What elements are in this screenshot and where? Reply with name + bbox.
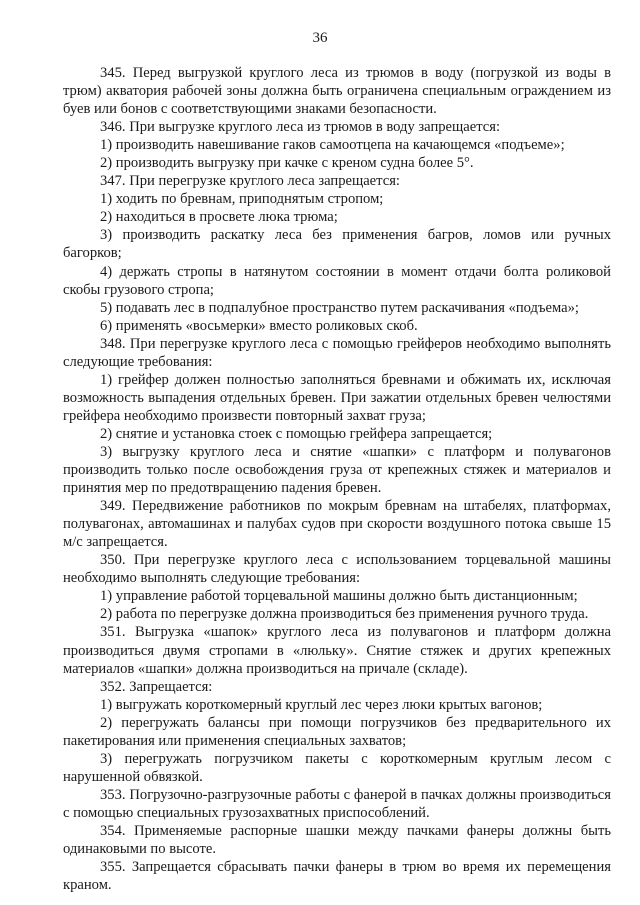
paragraph: 3) выгрузку круглого леса и снятие «шапки» с платформ и полувагонов производить только после освобождения груза от крепежных стяжек и материалов и принятия мер по предотвращению падения бревен. — [63, 443, 611, 497]
paragraph: 1) грейфер должен полностью заполняться бревнами и обжимать их, исключая возможность выпадения отдельных бревен. При зажатии отдельных бревен челюстями грейфера необходимо произвести повторный захват груза; — [63, 371, 611, 424]
paragraph: 6) применять «восьмерки» вместо роликовых скоб. — [100, 317, 418, 334]
paragraph: 4) держать стропы в натянутом состоянии в момент отдачи болта роликовой скобы грузового стропа; — [63, 263, 611, 298]
paragraph: 353. Погрузочно-разгрузочные работы с фанерой в пачках должны производиться с помощью специальных грузозахватных приспособлений. — [63, 786, 611, 821]
paragraph: 349. Передвижение работников по мокрым бревнам на штабелях, платформах, полувагонах, автомашинах и палубах судов при скорости воздушного потока свыше 15 м/с запрещается. — [63, 498, 611, 551]
paragraph: 348. При перегрузке круглого леса с помощью грейферов необходимо выполнять следующие требования: — [63, 335, 611, 370]
paragraph: 3) производить раскатку леса без применения багров, ломов или ручных багорков; — [63, 227, 611, 262]
paragraph: 355. Запрещается сбрасывать пачки фанеры в трюм во время их перемещения краном. — [63, 859, 611, 894]
paragraph: 2) работа по перегрузке должна производиться без применения ручного труда. — [100, 606, 589, 623]
paragraph: 3) перегружать погрузчиком пакеты с короткомерным круглым лесом с нарушенной обвязкой. — [63, 750, 611, 785]
paragraph: 346. При выгрузке круглого леса из трюмов в воду запрещается: — [100, 119, 501, 136]
paragraph: 5) подавать лес в подпалубное пространство путем раскачивания «подъема»; — [100, 299, 579, 316]
paragraph: 352. Запрещается: — [100, 678, 213, 695]
paragraph: 2) находиться в просвете люка трюма; — [100, 209, 338, 226]
paragraph: 2) снятие и установка стоек с помощью грейфера запрещается; — [100, 425, 493, 442]
paragraph: 345. Перед выгрузкой круглого леса из трюмов в воду (погрузкой из воды в трюм) акватория рабочей зоны должна быть ограничена специальным ограждением из буев или бонов с соответствующими знаками безопасности. — [63, 65, 611, 118]
paragraph: 347. При перегрузке круглого леса запрещается: — [100, 173, 400, 190]
paragraph: 1) выгружать короткомерный круглый лес через люки крытых вагонов; — [100, 696, 543, 713]
paragraph: 2) перегружать балансы при помощи погрузчиков без предварительного их пакетирования или применения специальных захватов; — [63, 714, 611, 749]
paragraph: 1) производить навешивание гаков самоотцепа на качающемся «подъеме»; — [100, 137, 565, 154]
paragraph: 354. Применяемые распорные шашки между пачками фанеры должны быть одинаковыми по высоте. — [63, 822, 611, 858]
page-number: 36 — [312, 30, 328, 46]
paragraph: 1) ходить по бревнам, приподнятым стропом; — [100, 191, 384, 208]
document-body — [63, 64, 611, 894]
paragraph: 1) управление работой торцевальной машины должно быть дистанционным; — [100, 588, 578, 605]
paragraph: 2) производить выгрузку при качке с креном судна более 5°. — [100, 155, 474, 172]
paragraph: 350. При перегрузке круглого леса с использованием торцевальной машины необходимо выполнять следующие требования: — [63, 552, 611, 587]
paragraph: 351. Выгрузка «шапок» круглого леса из полувагонов и платформ должна производиться двумя стропами в «люльку». Снятие стяжек и других крепежных материалов «шапки» должна производиться на причале (складе). — [63, 624, 611, 677]
